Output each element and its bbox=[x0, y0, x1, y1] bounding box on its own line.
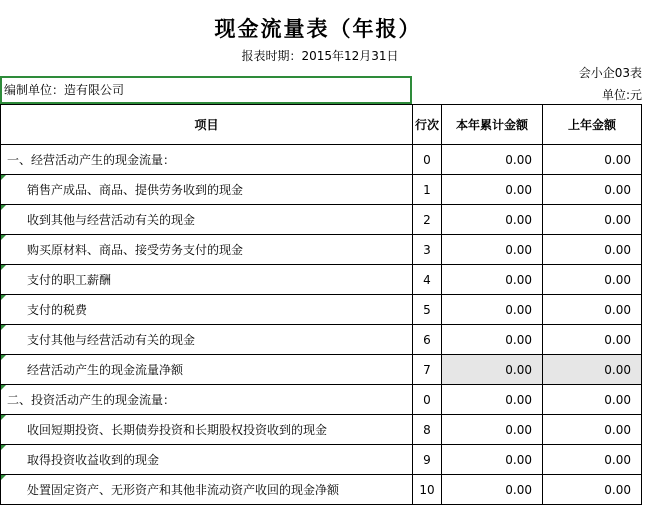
current-amount-cell[interactable]: 0.00 bbox=[442, 385, 543, 415]
company-cell[interactable]: 编制单位：造有限公司 bbox=[0, 76, 412, 104]
col-header-current[interactable]: 本年累计金额 bbox=[442, 105, 543, 145]
item-cell[interactable]: 销售产成品、商品、提供劳务收到的现金 bbox=[1, 175, 413, 205]
table-row bbox=[1, 415, 642, 445]
table-header-row bbox=[1, 105, 642, 145]
item-cell[interactable]: 收回短期投资、长期债券投资和长期股权投资收到的现金 bbox=[1, 415, 413, 445]
table-row bbox=[1, 205, 642, 235]
line-cell[interactable]: 1 bbox=[413, 175, 442, 205]
table-row bbox=[1, 175, 642, 205]
line-cell[interactable]: 7 bbox=[413, 355, 442, 385]
current-amount-cell[interactable]: 0.00 bbox=[442, 205, 543, 235]
prior-amount-cell[interactable]: 0.00 bbox=[543, 265, 642, 295]
line-cell[interactable]: 5 bbox=[413, 295, 442, 325]
current-amount-cell[interactable]: 0.00 bbox=[442, 295, 543, 325]
table-row bbox=[1, 445, 642, 475]
current-amount-cell[interactable]: 0.00 bbox=[442, 235, 543, 265]
prior-amount-cell[interactable]: 0.00 bbox=[543, 475, 642, 505]
current-amount-cell[interactable]: 0.00 bbox=[442, 145, 543, 175]
table-row bbox=[1, 475, 642, 505]
line-cell[interactable]: 3 bbox=[413, 235, 442, 265]
line-cell[interactable]: 2 bbox=[413, 205, 442, 235]
prior-amount-cell[interactable]: 0.00 bbox=[543, 325, 642, 355]
item-cell[interactable]: 二、投资活动产生的现金流量： bbox=[1, 385, 413, 415]
line-cell[interactable]: 8 bbox=[413, 415, 442, 445]
item-cell[interactable]: 取得投资收益收到的现金 bbox=[1, 445, 413, 475]
table-row bbox=[1, 355, 642, 385]
current-amount-cell[interactable]: 0.00 bbox=[442, 475, 543, 505]
prior-amount-cell[interactable]: 0.00 bbox=[543, 415, 642, 445]
cell-comment-marker-icon bbox=[1, 235, 6, 240]
line-cell[interactable]: 4 bbox=[413, 265, 442, 295]
cell-comment-marker-icon bbox=[1, 355, 6, 360]
item-cell[interactable]: 支付其他与经营活动有关的现金 bbox=[1, 325, 413, 355]
table-row bbox=[1, 235, 642, 265]
form-code: 会小企03表 bbox=[578, 66, 642, 80]
cell-comment-marker-icon bbox=[1, 475, 6, 480]
current-amount-cell[interactable]: 0.00 bbox=[442, 265, 543, 295]
item-cell[interactable]: 经营活动产生的现金流量净额 bbox=[1, 355, 413, 385]
cell-comment-marker-icon bbox=[1, 175, 6, 180]
col-header-item[interactable]: 项目 bbox=[1, 105, 413, 145]
line-cell[interactable]: 0 bbox=[413, 145, 442, 175]
cell-comment-marker-icon bbox=[1, 265, 6, 270]
current-amount-cell[interactable]: 0.00 bbox=[442, 445, 543, 475]
cell-comment-marker-icon bbox=[1, 295, 6, 300]
unit-label: 单位:元 bbox=[601, 88, 642, 102]
prior-amount-cell[interactable]: 0.00 bbox=[543, 295, 642, 325]
report-period: 报表时期：2015年12月31日 bbox=[241, 49, 399, 63]
sheet-bottom-edge bbox=[0, 505, 666, 512]
cash-flow-table bbox=[0, 104, 642, 505]
item-cell[interactable]: 支付的职工薪酬 bbox=[1, 265, 413, 295]
prior-amount-cell[interactable]: 0.00 bbox=[543, 355, 642, 385]
current-amount-cell[interactable]: 0.00 bbox=[442, 325, 543, 355]
prior-amount-cell[interactable]: 0.00 bbox=[543, 445, 642, 475]
table-row bbox=[1, 295, 642, 325]
item-cell[interactable]: 购买原材料、商品、接受劳务支付的现金 bbox=[1, 235, 413, 265]
prior-amount-cell[interactable]: 0.00 bbox=[543, 385, 642, 415]
prior-amount-cell[interactable]: 0.00 bbox=[543, 145, 642, 175]
cell-comment-marker-icon bbox=[1, 415, 6, 420]
item-cell[interactable]: 一、经营活动产生的现金流量： bbox=[1, 145, 413, 175]
current-amount-cell[interactable]: 0.00 bbox=[442, 415, 543, 445]
table-row bbox=[1, 145, 642, 175]
item-cell[interactable]: 支付的税费 bbox=[1, 295, 413, 325]
prior-amount-cell[interactable]: 0.00 bbox=[543, 205, 642, 235]
line-cell[interactable]: 10 bbox=[413, 475, 442, 505]
col-header-line[interactable]: 行次 bbox=[413, 105, 442, 145]
table-row bbox=[1, 385, 642, 415]
cell-comment-marker-icon bbox=[1, 445, 6, 450]
table-row bbox=[1, 325, 642, 355]
current-amount-cell[interactable]: 0.00 bbox=[442, 355, 543, 385]
prior-amount-cell[interactable]: 0.00 bbox=[543, 175, 642, 205]
table-row bbox=[1, 265, 642, 295]
report-title: 现金流量表（年报） bbox=[214, 17, 422, 41]
cell-comment-marker-icon bbox=[1, 325, 6, 330]
line-cell[interactable]: 6 bbox=[413, 325, 442, 355]
prior-amount-cell[interactable]: 0.00 bbox=[543, 235, 642, 265]
item-cell[interactable]: 处置固定资产、无形资产和其他非流动资产收回的现金净额 bbox=[1, 475, 413, 505]
col-header-prior[interactable]: 上年金额 bbox=[543, 105, 642, 145]
cell-comment-marker-icon bbox=[1, 205, 6, 210]
current-amount-cell[interactable]: 0.00 bbox=[442, 175, 543, 205]
cell-comment-marker-icon bbox=[1, 385, 6, 390]
line-cell[interactable]: 9 bbox=[413, 445, 442, 475]
item-cell[interactable]: 收到其他与经营活动有关的现金 bbox=[1, 205, 413, 235]
line-cell[interactable]: 0 bbox=[413, 385, 442, 415]
